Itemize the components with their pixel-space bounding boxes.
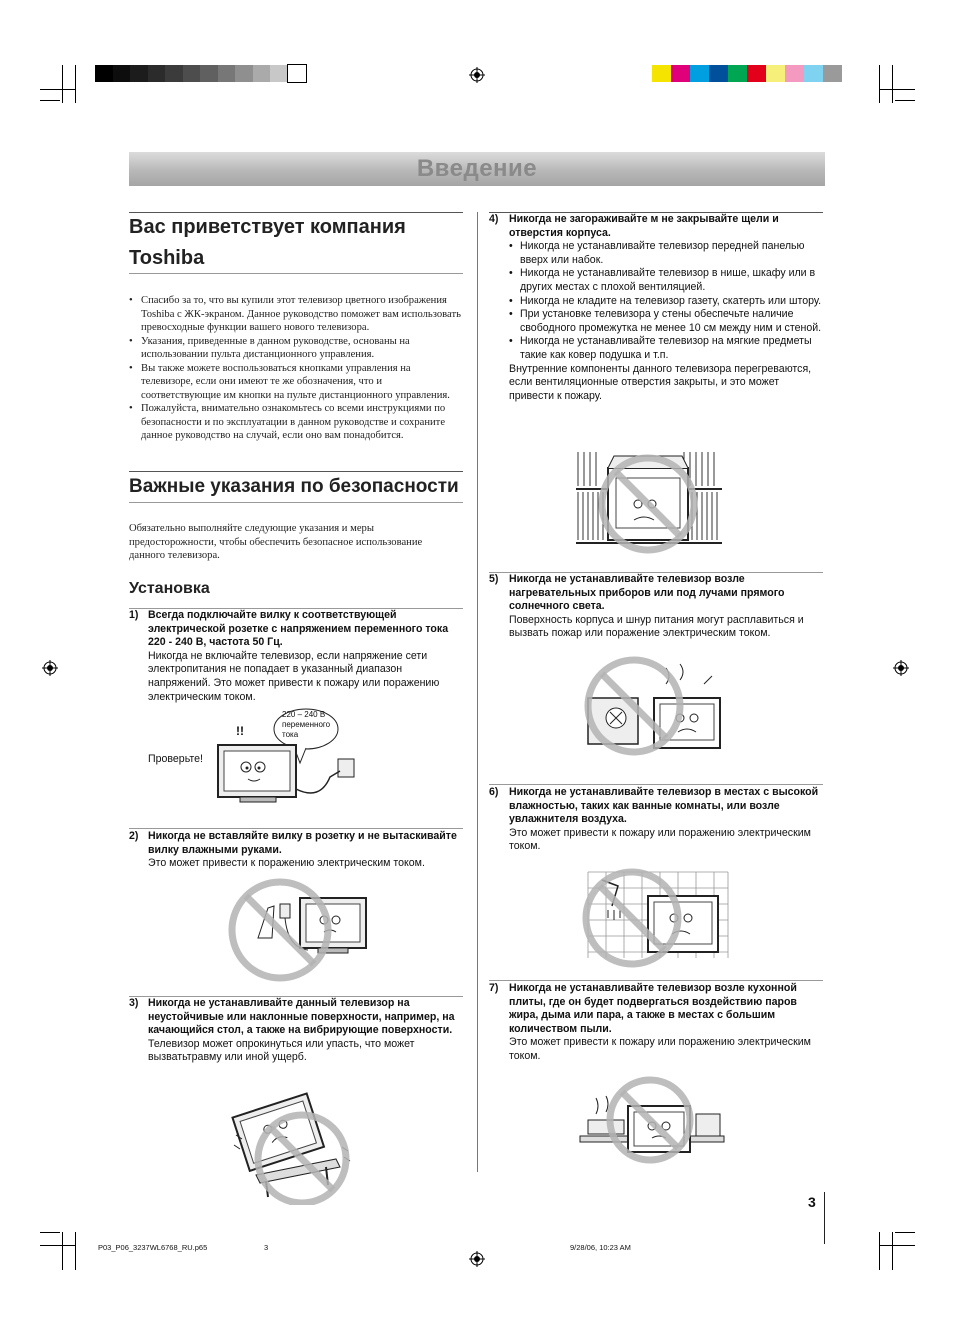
welcome-bullet-list bbox=[129, 294, 463, 443]
color-swatch bbox=[690, 65, 709, 82]
footer-page: 3 bbox=[264, 1243, 269, 1252]
item-4-bullet bbox=[509, 308, 827, 335]
color-swatch bbox=[253, 65, 271, 82]
color-swatch bbox=[804, 65, 823, 82]
divider bbox=[489, 784, 823, 785]
illustration-unstable-surface-prohibited bbox=[216, 1085, 366, 1205]
item-6 bbox=[509, 786, 827, 854]
item-4-bullet bbox=[509, 295, 827, 309]
color-swatch bbox=[148, 65, 166, 82]
illustration-covered-vents-prohibited bbox=[574, 448, 724, 556]
bullet-marker: • bbox=[129, 362, 133, 374]
divider bbox=[129, 273, 463, 274]
item-number: 1) bbox=[129, 609, 139, 621]
registration-mark-icon bbox=[893, 660, 909, 676]
bullet-text: Спасибо за то, что вы купили этот телевизор цветного изображения Toshiba с ЖК-экраном. Данное руководство поможет вам использовать превосходные функции вашего нового телевизора. bbox=[141, 295, 461, 333]
registration-mark-icon bbox=[469, 67, 485, 83]
registration-mark-icon bbox=[469, 1251, 485, 1267]
bullet-marker: • bbox=[129, 335, 133, 347]
bullet-marker: • bbox=[509, 294, 513, 307]
item-2-text: Это может привести к поражению электрическим током. bbox=[148, 857, 425, 870]
item-2 bbox=[148, 830, 458, 871]
exclamation-mark: !! bbox=[236, 724, 244, 738]
page-number: 3 bbox=[808, 1194, 816, 1210]
item-5 bbox=[509, 573, 827, 641]
item-4-bullet-list bbox=[509, 240, 827, 362]
color-swatch bbox=[709, 65, 728, 82]
bullet-text: Никогда не устанавливайте телевизор в нише, шкафу или в других местах с плохой вентиляцией. bbox=[520, 267, 816, 293]
item-1-text: Никогда не включайте телевизор, если напряжение сети электропитания не попадает в указанный диапазон напряжений. Это может привести к пожару или поражению электрическим током. bbox=[148, 649, 440, 703]
bullet-text: При установке телевизора у стены обеспечьте наличие свободного промежутка не менее 10 см между ним и стеной. bbox=[520, 308, 822, 334]
column-divider bbox=[477, 212, 478, 1172]
bullet-text: Никогда не устанавливайте телевизор на мягкие предметы такие как ковер подушка и т.п. bbox=[520, 335, 812, 361]
item-number: 4) bbox=[489, 213, 499, 225]
voltage-bubble-label: 220 – 240 В переменного тока bbox=[282, 710, 331, 739]
welcome-heading: Вас приветствует компания Toshiba bbox=[129, 216, 406, 269]
divider bbox=[129, 471, 463, 472]
welcome-bullet bbox=[129, 402, 463, 443]
item-5-text: Поверхность корпуса и шнур питания могут расплавиться и вызвать пожар или поражение электрическим током. bbox=[509, 613, 804, 640]
welcome-bullet bbox=[129, 294, 463, 335]
bullet-text: Пожалуйста, внимательно ознакомьтесь со всеми инструкциями по безопасности и по эксплуатации в данном руководстве и сохраните данное руководство на случай, если оно вам понадобится. bbox=[141, 403, 446, 441]
welcome-bullet bbox=[129, 362, 463, 403]
item-7-text: Это может привести к пожару или поражению электрическим током. bbox=[509, 1036, 811, 1062]
safety-intro: Обязательно выполняйте следующие указания и меры предосторожности, чтобы обеспечить безопасное использование данного телевизора. bbox=[129, 523, 423, 561]
color-swatch bbox=[288, 65, 306, 82]
color-swatch bbox=[823, 65, 842, 82]
bullet-text: Вы также можете воспользоваться кнопками управления на телевизоре, если они имеют те же обозначения, что и соответствующие им кнопки на пульте дистанционного управления. bbox=[141, 362, 450, 401]
color-swatch bbox=[130, 65, 148, 82]
color-swatch bbox=[728, 65, 747, 82]
color-swatch bbox=[235, 65, 253, 82]
bullet-text: Указания, приведенные в данном руководстве, основаны на использовании пульта дистанционного управления. bbox=[141, 335, 410, 360]
color-swatch bbox=[747, 65, 766, 82]
color-swatch bbox=[270, 65, 288, 82]
item-3-warning: Никогда не устанавливайте данный телевизор на неустойчивые или наклонные поверхности, например, на качающийся стол, а также на вибрирующие поверхности. bbox=[148, 997, 455, 1037]
item-6-warning: Никогда не устанавливайте телевизор в местах с высокой влажностью, таких как ванные комнаты, или возле увлажнителя воздуха. bbox=[509, 786, 819, 826]
bullet-marker: • bbox=[509, 335, 513, 348]
bullet-marker: • bbox=[129, 295, 133, 306]
footer-file-name: P03_P06_3237WL6768_RU.p65 bbox=[98, 1243, 208, 1252]
item-4-bullet bbox=[509, 240, 827, 267]
item-number: 5) bbox=[489, 573, 499, 585]
footer-date: 9/28/06, 10:23 AM bbox=[570, 1243, 631, 1252]
illustration-heater-prohibited bbox=[582, 654, 728, 762]
illustration-kitchen-prohibited bbox=[576, 1074, 728, 1170]
page-number-rule bbox=[824, 1192, 825, 1244]
color-swatch bbox=[183, 65, 201, 82]
divider bbox=[489, 980, 823, 981]
item-7 bbox=[509, 982, 827, 1064]
color-swatch bbox=[785, 65, 804, 82]
divider bbox=[129, 502, 463, 503]
item-6-text: Это может привести к пожару или поражению электрическим током. bbox=[509, 826, 811, 853]
item-number: 7) bbox=[489, 982, 499, 994]
welcome-bullet bbox=[129, 335, 463, 362]
item-3-text: Телевизор может опрокинуться или упасть, что может вызватьтравму или иной ущерб. bbox=[148, 1037, 415, 1064]
bullet-text: Никогда не кладите на телевизор газету, скатерть или штору. bbox=[520, 294, 822, 307]
illustration-wet-hands-prohibited bbox=[228, 878, 378, 984]
color-swatch bbox=[113, 65, 131, 82]
color-swatch bbox=[671, 65, 690, 82]
color-swatch bbox=[165, 65, 183, 82]
divider bbox=[129, 828, 463, 829]
item-number: 2) bbox=[129, 830, 139, 842]
bullet-text: Никогда не устанавливайте телевизор передней панелью вверх или набок. bbox=[520, 240, 805, 266]
item-4-bullet bbox=[509, 267, 827, 294]
color-swatch bbox=[95, 65, 113, 82]
color-swatch bbox=[218, 65, 236, 82]
item-number: 6) bbox=[489, 786, 499, 798]
item-4-warning: Никогда не загораживайте м не закрывайте щели и отверстия корпуса. bbox=[509, 213, 779, 239]
item-4-bullet bbox=[509, 335, 827, 362]
item-3 bbox=[148, 997, 460, 1065]
bullet-marker: • bbox=[129, 403, 133, 414]
color-swatch bbox=[652, 65, 671, 82]
item-4-text: Внутренние компоненты данного телевизора перегреваются, если вентиляционные отверстия закрыты, и это может привести к пожару. bbox=[509, 362, 812, 402]
install-heading: Установка bbox=[129, 580, 210, 597]
illustration-humidity-prohibited bbox=[578, 866, 732, 974]
safety-heading: Важные указания по безопасности bbox=[129, 476, 459, 497]
bullet-marker: • bbox=[509, 308, 513, 321]
item-7-warning: Никогда не устанавливайте телевизор возле кухонной плиты, где он будет подвергаться воздействию паров жира, дыма или пара, а также в местах с большим количеством пыли. bbox=[509, 982, 797, 1035]
check-label: Проверьте! bbox=[148, 753, 203, 765]
registration-mark-icon bbox=[42, 660, 58, 676]
page-title: Введение bbox=[416, 155, 538, 182]
bullet-marker: • bbox=[509, 240, 513, 253]
item-5-warning: Никогда не устанавливайте телевизор возле нагревательных приборов или под лучами прямого солнечного света. bbox=[509, 573, 785, 613]
item-2-warning: Никогда не вставляйте вилку в розетку и не вытаскивайте вилку влажными руками. bbox=[148, 830, 457, 856]
bullet-marker: • bbox=[509, 267, 513, 280]
item-number: 3) bbox=[129, 997, 139, 1009]
item-1-warning: Всегда подключайте вилку к соответствующей электрической розетке с напряжением переменного тока 220 - 240 В, частота 50 Гц. bbox=[148, 609, 449, 649]
color-swatch bbox=[766, 65, 785, 82]
item-1 bbox=[148, 609, 458, 704]
color-swatch bbox=[200, 65, 218, 82]
item-4 bbox=[509, 213, 827, 403]
